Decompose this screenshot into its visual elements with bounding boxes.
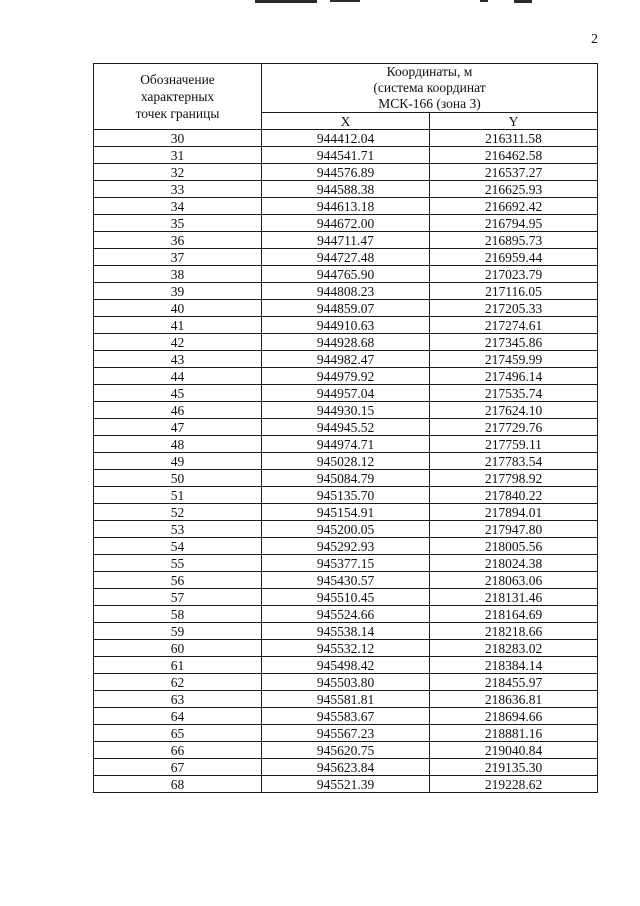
y-coordinate-cell: 217116.05 (430, 283, 598, 300)
x-coordinate-cell: 944859.07 (262, 300, 430, 317)
x-coordinate-cell: 944711.47 (262, 232, 430, 249)
table-row (94, 606, 598, 623)
x-coordinate-cell: 944910.63 (262, 317, 430, 334)
y-coordinate-cell: 216311.58 (430, 130, 598, 147)
x-coordinate-cell: 944765.90 (262, 266, 430, 283)
point-number-cell: 55 (94, 555, 262, 572)
table-row (94, 266, 598, 283)
scan-artifact-far-right (514, 0, 532, 3)
x-coordinate-cell: 944928.68 (262, 334, 430, 351)
table-row (94, 487, 598, 504)
x-coordinate-cell: 945521.39 (262, 776, 430, 793)
y-coordinate-cell: 216794.95 (430, 215, 598, 232)
table-row (94, 232, 598, 249)
y-coordinate-cell: 217459.99 (430, 351, 598, 368)
point-number-cell: 37 (94, 249, 262, 266)
x-column-header: X (262, 113, 430, 130)
y-coordinate-cell: 217205.33 (430, 300, 598, 317)
x-coordinate-cell: 945498.42 (262, 657, 430, 674)
point-header-line-3: точек границы (135, 106, 220, 121)
table-row (94, 317, 598, 334)
table-row (94, 249, 598, 266)
y-coordinate-cell: 216692.42 (430, 198, 598, 215)
y-coordinate-cell: 218218.66 (430, 623, 598, 640)
coords-header-line-1: Координаты, м (386, 64, 473, 79)
x-coordinate-cell: 944974.71 (262, 436, 430, 453)
y-coordinate-cell: 216959.44 (430, 249, 598, 266)
x-coordinate-cell: 945028.12 (262, 453, 430, 470)
x-coordinate-cell: 945567.23 (262, 725, 430, 742)
x-coordinate-cell: 945084.79 (262, 470, 430, 487)
point-number-cell: 61 (94, 657, 262, 674)
y-coordinate-cell: 216537.27 (430, 164, 598, 181)
point-number-cell: 46 (94, 402, 262, 419)
x-coordinate-cell: 944541.71 (262, 147, 430, 164)
table-row (94, 538, 598, 555)
table-row (94, 385, 598, 402)
table-row (94, 759, 598, 776)
table-row (94, 589, 598, 606)
point-number-cell: 63 (94, 691, 262, 708)
x-coordinate-cell: 945430.57 (262, 572, 430, 589)
x-coordinate-cell: 944945.52 (262, 419, 430, 436)
x-coordinate-cell: 944613.18 (262, 198, 430, 215)
point-number-cell: 65 (94, 725, 262, 742)
point-number-cell: 62 (94, 674, 262, 691)
table-row (94, 623, 598, 640)
y-coordinate-cell: 217947.80 (430, 521, 598, 538)
x-coordinate-cell: 945200.05 (262, 521, 430, 538)
table-row (94, 691, 598, 708)
point-number-cell: 41 (94, 317, 262, 334)
y-coordinate-cell: 217345.86 (430, 334, 598, 351)
coords-header-line-3: МСК-166 (зона 3) (378, 96, 481, 111)
y-coordinate-cell: 217274.61 (430, 317, 598, 334)
x-coordinate-cell: 945581.81 (262, 691, 430, 708)
point-number-cell: 42 (94, 334, 262, 351)
y-coordinate-cell: 218063.06 (430, 572, 598, 589)
x-coordinate-cell: 945154.91 (262, 504, 430, 521)
y-coordinate-cell: 217496.14 (430, 368, 598, 385)
point-number-cell: 48 (94, 436, 262, 453)
point-number-cell: 60 (94, 640, 262, 657)
y-coordinate-cell: 217624.10 (430, 402, 598, 419)
page-number: 2 (591, 32, 598, 47)
point-number-cell: 52 (94, 504, 262, 521)
x-coordinate-cell: 944588.38 (262, 181, 430, 198)
coordinates-header (262, 64, 598, 113)
table-row (94, 504, 598, 521)
x-coordinate-cell: 944412.04 (262, 130, 430, 147)
y-coordinate-cell: 219040.84 (430, 742, 598, 759)
point-number-cell: 38 (94, 266, 262, 283)
point-number-cell: 67 (94, 759, 262, 776)
point-designation-header (94, 64, 262, 130)
point-number-cell: 36 (94, 232, 262, 249)
table-row (94, 147, 598, 164)
point-number-cell: 39 (94, 283, 262, 300)
table-body (94, 130, 598, 793)
y-coordinate-cell: 217798.92 (430, 470, 598, 487)
point-number-cell: 44 (94, 368, 262, 385)
table-row (94, 453, 598, 470)
y-coordinate-cell: 218881.16 (430, 725, 598, 742)
point-number-cell: 59 (94, 623, 262, 640)
x-coordinate-cell: 944957.04 (262, 385, 430, 402)
point-header-line-1: Обозначение (140, 72, 215, 87)
x-coordinate-cell: 945510.45 (262, 589, 430, 606)
table-header (94, 64, 598, 130)
table-row (94, 198, 598, 215)
y-coordinate-cell: 218164.69 (430, 606, 598, 623)
table-row (94, 334, 598, 351)
table-row (94, 419, 598, 436)
table-row (94, 742, 598, 759)
point-number-cell: 57 (94, 589, 262, 606)
x-coordinate-cell: 944930.15 (262, 402, 430, 419)
point-number-cell: 66 (94, 742, 262, 759)
y-coordinate-cell: 217759.11 (430, 436, 598, 453)
x-coordinate-cell: 945135.70 (262, 487, 430, 504)
point-number-cell: 64 (94, 708, 262, 725)
table-row (94, 555, 598, 572)
point-number-cell: 51 (94, 487, 262, 504)
point-number-cell: 68 (94, 776, 262, 793)
x-coordinate-cell: 944672.00 (262, 215, 430, 232)
point-number-cell: 40 (94, 300, 262, 317)
y-coordinate-cell: 218455.97 (430, 674, 598, 691)
y-coordinate-cell: 216462.58 (430, 147, 598, 164)
point-header-line-2: характерных (140, 89, 215, 104)
point-number-cell: 47 (94, 419, 262, 436)
y-coordinate-cell: 216895.73 (430, 232, 598, 249)
x-coordinate-cell: 945524.66 (262, 606, 430, 623)
x-coordinate-cell: 945623.84 (262, 759, 430, 776)
table-row (94, 368, 598, 385)
table-row (94, 470, 598, 487)
point-number-cell: 43 (94, 351, 262, 368)
y-column-header: Y (430, 113, 598, 130)
y-coordinate-cell: 217535.74 (430, 385, 598, 402)
x-coordinate-cell: 944982.47 (262, 351, 430, 368)
scan-artifact-right (480, 0, 488, 2)
table-row (94, 402, 598, 419)
y-coordinate-cell: 217840.22 (430, 487, 598, 504)
table-row (94, 725, 598, 742)
y-coordinate-cell: 218636.81 (430, 691, 598, 708)
y-coordinate-cell: 219228.62 (430, 776, 598, 793)
point-number-cell: 34 (94, 198, 262, 215)
x-coordinate-cell: 945532.12 (262, 640, 430, 657)
table-row (94, 181, 598, 198)
x-coordinate-cell: 944576.89 (262, 164, 430, 181)
table-row (94, 674, 598, 691)
x-coordinate-cell: 945503.80 (262, 674, 430, 691)
x-coordinate-cell: 945377.15 (262, 555, 430, 572)
x-coordinate-cell: 945583.67 (262, 708, 430, 725)
point-number-cell: 56 (94, 572, 262, 589)
y-coordinate-cell: 218024.38 (430, 555, 598, 572)
y-coordinate-cell: 217729.76 (430, 419, 598, 436)
table-row (94, 130, 598, 147)
y-coordinate-cell: 217783.54 (430, 453, 598, 470)
x-coordinate-cell: 945620.75 (262, 742, 430, 759)
table-row (94, 215, 598, 232)
table-row (94, 164, 598, 181)
y-coordinate-cell: 218131.46 (430, 589, 598, 606)
y-coordinate-cell: 218384.14 (430, 657, 598, 674)
x-coordinate-cell: 945292.93 (262, 538, 430, 555)
scan-artifact-left (255, 0, 317, 3)
scan-artifact-mid (330, 0, 360, 2)
coordinates-table (93, 63, 598, 793)
y-coordinate-cell: 216625.93 (430, 181, 598, 198)
y-coordinate-cell: 217023.79 (430, 266, 598, 283)
point-number-cell: 50 (94, 470, 262, 487)
table-row (94, 640, 598, 657)
point-number-cell: 54 (94, 538, 262, 555)
point-number-cell: 58 (94, 606, 262, 623)
table-row (94, 436, 598, 453)
table-row (94, 283, 598, 300)
table-row (94, 776, 598, 793)
x-coordinate-cell: 944979.92 (262, 368, 430, 385)
point-number-cell: 30 (94, 130, 262, 147)
x-coordinate-cell: 945538.14 (262, 623, 430, 640)
y-coordinate-cell: 218005.56 (430, 538, 598, 555)
table-row (94, 572, 598, 589)
point-number-cell: 53 (94, 521, 262, 538)
table-row (94, 521, 598, 538)
table-row (94, 708, 598, 725)
y-coordinate-cell: 219135.30 (430, 759, 598, 776)
point-number-cell: 45 (94, 385, 262, 402)
point-number-cell: 49 (94, 453, 262, 470)
x-coordinate-cell: 944727.48 (262, 249, 430, 266)
table-row (94, 300, 598, 317)
y-coordinate-cell: 218283.02 (430, 640, 598, 657)
point-number-cell: 35 (94, 215, 262, 232)
table-row (94, 351, 598, 368)
point-number-cell: 31 (94, 147, 262, 164)
x-coordinate-cell: 944808.23 (262, 283, 430, 300)
table-row (94, 657, 598, 674)
y-coordinate-cell: 218694.66 (430, 708, 598, 725)
point-number-cell: 33 (94, 181, 262, 198)
y-coordinate-cell: 217894.01 (430, 504, 598, 521)
point-number-cell: 32 (94, 164, 262, 181)
coords-header-line-2: (система координат (373, 80, 486, 95)
